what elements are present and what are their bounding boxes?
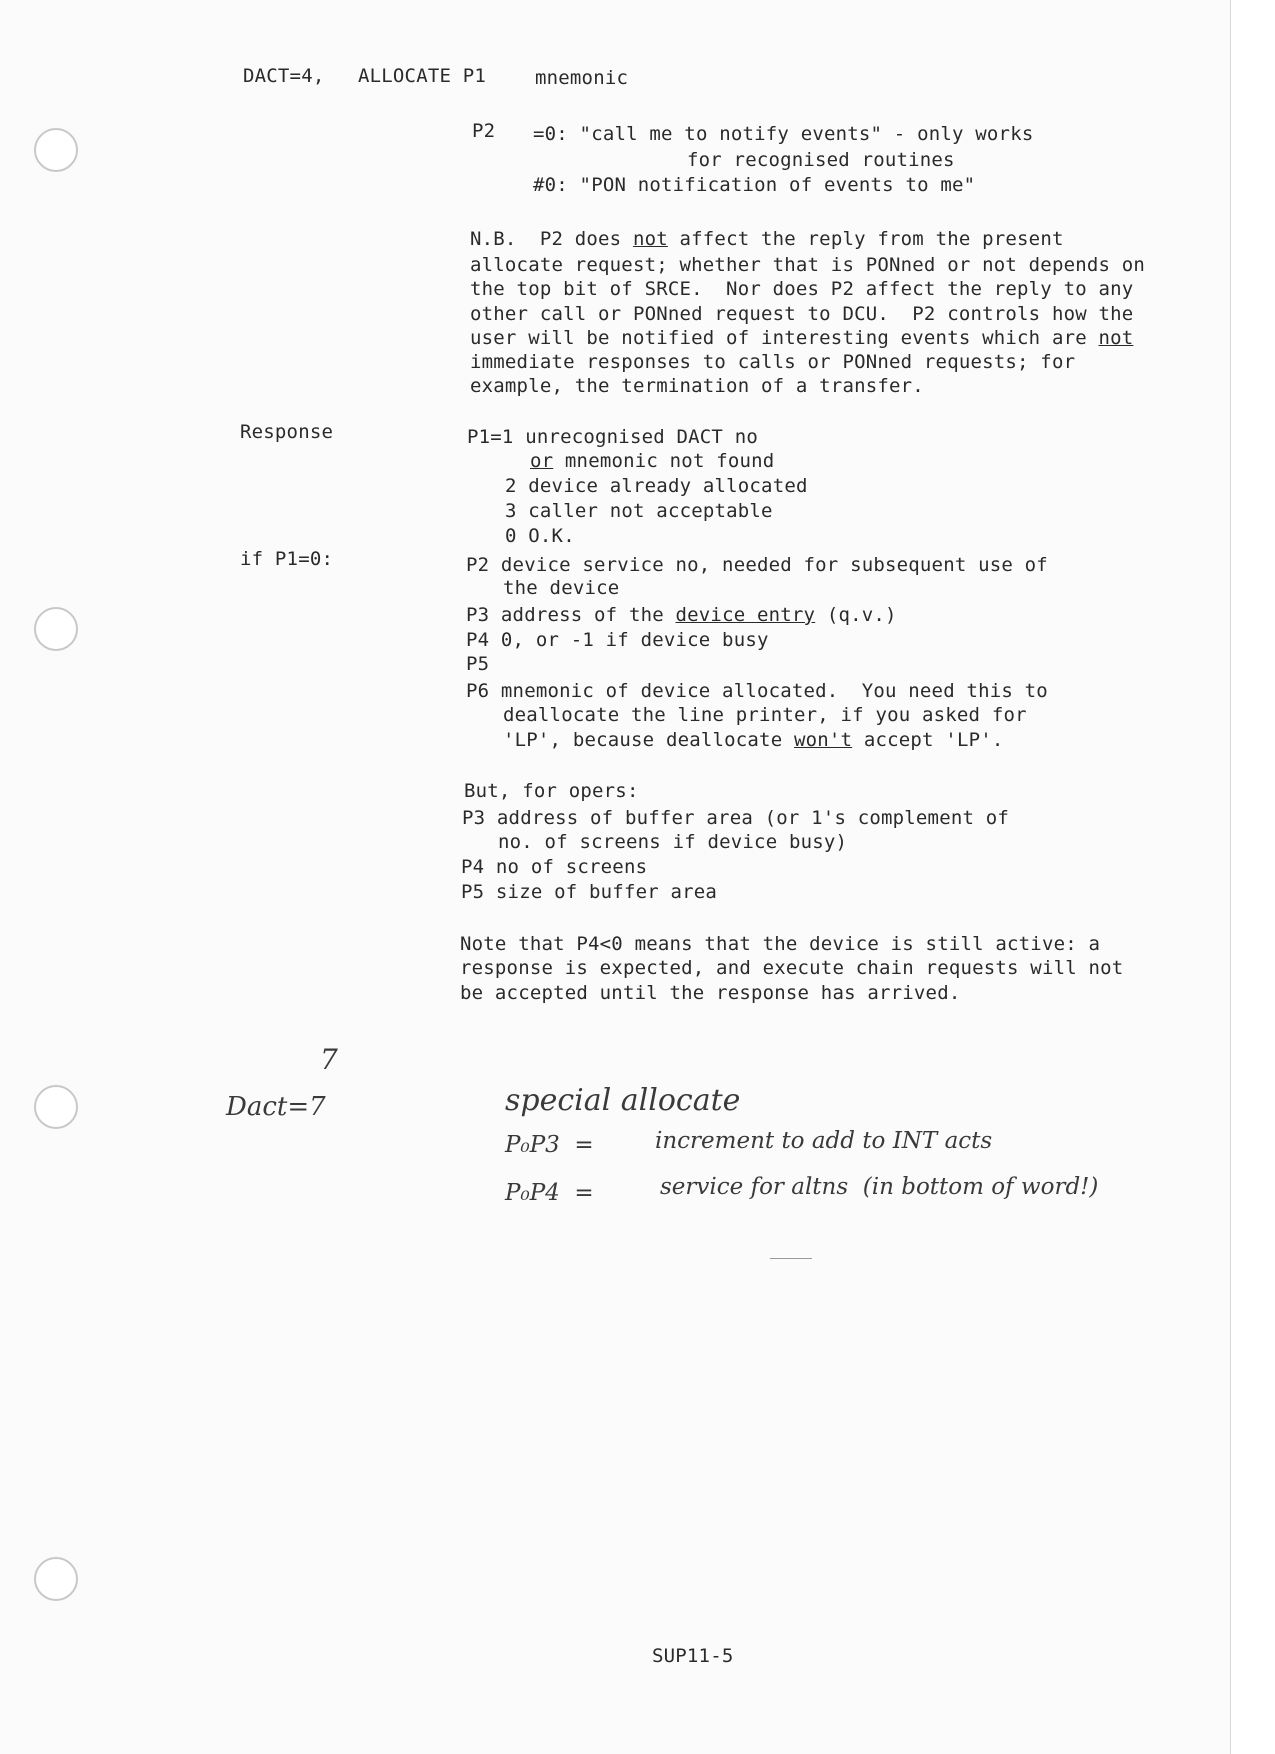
note-line-2: response is expected, and execute chain requests will not bbox=[460, 957, 1124, 979]
ifp1-line-7: deallocate the line printer, if you asked for bbox=[503, 704, 1027, 726]
p2-line-2: for recognised routines bbox=[687, 149, 955, 171]
nb-line-4: other call or PONned request to DCU. P2 controls how the bbox=[470, 303, 1134, 325]
p1-description: mnemonic bbox=[535, 67, 629, 89]
note-line-3: be accepted until the response has arrived. bbox=[460, 982, 961, 1004]
nb-line-2: allocate request; whether that is PONned or not depends on bbox=[470, 254, 1146, 276]
handwritten-line-1: special allocate bbox=[505, 1083, 741, 1118]
ifp1-line-1: P2 device service no, needed for subsequent use of bbox=[466, 554, 1048, 576]
handwritten-question: 7 bbox=[320, 1043, 338, 1076]
opers-line-5: P5 size of buffer area bbox=[461, 881, 718, 903]
pencil-mark bbox=[770, 1258, 812, 1259]
handwritten-line-3-label: P₀P4 = bbox=[505, 1180, 594, 1206]
handwritten-line-2-text: increment to add to INT acts bbox=[655, 1128, 993, 1154]
nb-line-1: N.B. P2 does not affect the reply from the present bbox=[470, 228, 1064, 250]
opers-line-4: P4 no of screens bbox=[461, 856, 648, 878]
opers-line-1: But, for opers: bbox=[464, 780, 639, 802]
page-number: SUP11-5 bbox=[652, 1645, 734, 1667]
p2-label: P2 bbox=[472, 120, 496, 142]
ifp1-line-2: the device bbox=[503, 577, 620, 599]
p2-line-3: #0: "PON notification of events to me" bbox=[533, 174, 976, 196]
punch-hole-2 bbox=[34, 607, 78, 651]
note-line-1: Note that P4<0 means that the device is still active: a bbox=[460, 933, 1101, 955]
allocate-heading: ALLOCATE P1 bbox=[358, 65, 487, 87]
ifp1-line-3: P3 address of the device entry (q.v.) bbox=[466, 604, 897, 626]
ifp1-line-5: P5 bbox=[466, 653, 490, 675]
opers-line-3: no. of screens if device busy) bbox=[498, 831, 848, 853]
nb-line-5: user will be notified of interesting events which are not bbox=[470, 327, 1134, 349]
punch-hole-1 bbox=[34, 128, 78, 172]
ifp1-line-6: P6 mnemonic of device allocated. You need this to bbox=[466, 680, 1048, 702]
handwritten-dact: Dact=7 bbox=[226, 1092, 326, 1122]
dact-heading: DACT=4, bbox=[243, 65, 325, 87]
opers-line-2: P3 address of buffer area (or 1's complement of bbox=[462, 807, 1010, 829]
handwritten-line-2-label: P₀P3 = bbox=[505, 1132, 594, 1158]
if-p1-label: if P1=0: bbox=[240, 548, 334, 570]
punch-hole-4 bbox=[34, 1557, 78, 1601]
punch-hole-3 bbox=[34, 1085, 78, 1129]
p2-line-1: =0: "call me to notify events" - only works bbox=[533, 123, 1034, 145]
nb-line-3: the top bit of SRCE. Nor does P2 affect the reply to any bbox=[470, 278, 1134, 300]
response-line-3: 2 device already allocated bbox=[505, 475, 808, 497]
nb-line-6: immediate responses to calls or PONned requests; for bbox=[470, 351, 1076, 373]
response-line-4: 3 caller not acceptable bbox=[505, 500, 773, 522]
response-line-5: 0 O.K. bbox=[505, 525, 575, 547]
response-line-2: or mnemonic not found bbox=[530, 450, 775, 472]
ifp1-line-4: P4 0, or -1 if device busy bbox=[466, 629, 769, 651]
handwritten-line-3-text: service for altns (in bottom of word!) bbox=[660, 1174, 1099, 1200]
response-line-1: P1=1 unrecognised DACT no bbox=[467, 426, 758, 448]
response-label: Response bbox=[240, 421, 334, 443]
nb-line-7: example, the termination of a transfer. bbox=[470, 375, 924, 397]
ifp1-line-8: 'LP', because deallocate won't accept 'LP'. bbox=[503, 729, 1004, 751]
